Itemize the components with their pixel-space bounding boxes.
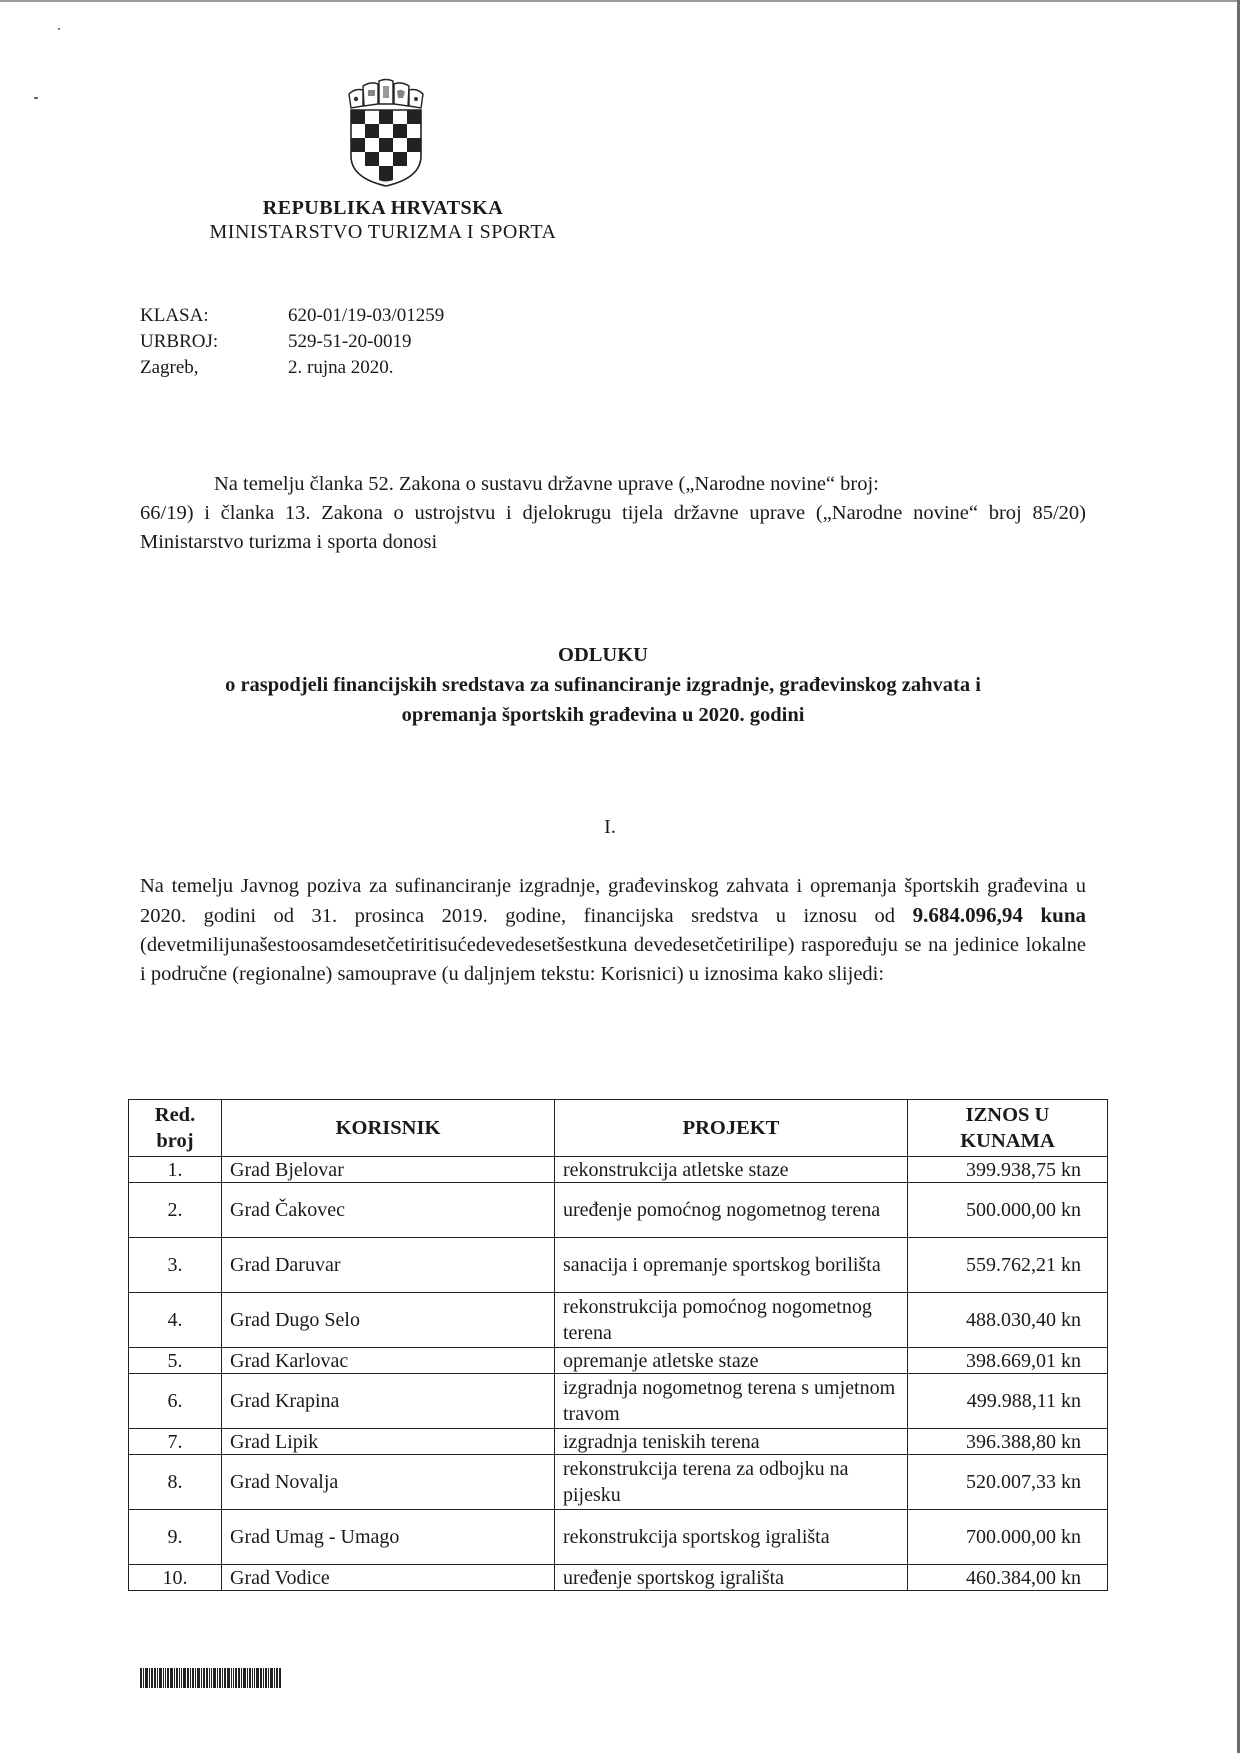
decision-subtitle-1: o raspodjeli financijskih sredstava za sufinanciranje izgradnje, građevinskog zahvata i xyxy=(225,674,981,696)
cell-num: 2. xyxy=(129,1183,222,1238)
cell-iznos: 398.669,01 kn xyxy=(908,1348,1108,1374)
legal-basis-line-1: Na temelju članka 52. Zakona o sustavu državne uprave („Narodne novine“ broj: xyxy=(214,473,879,495)
scan-edge-top xyxy=(0,0,1240,2)
cell-iznos: 460.384,00 kn xyxy=(908,1565,1108,1591)
column-header-iznos xyxy=(908,1100,1108,1157)
cell-projekt: rekonstrukcija pomoćnog nogometnog terena xyxy=(555,1293,908,1348)
cell-iznos: 559.762,21 kn xyxy=(908,1238,1108,1293)
scan-speck xyxy=(34,97,38,99)
section-number: I. xyxy=(604,816,616,838)
cell-num: 3. xyxy=(129,1238,222,1293)
cell-korisnik: Grad Čakovec xyxy=(222,1183,555,1238)
table-row xyxy=(129,1183,1108,1238)
cell-projekt: uređenje pomoćnog nogometnog terena xyxy=(555,1183,908,1238)
table-header-row xyxy=(129,1100,1108,1157)
cell-projekt: rekonstrukcija atletske staze xyxy=(555,1157,908,1183)
table-row xyxy=(129,1565,1108,1591)
column-header-red-broj xyxy=(129,1100,222,1157)
cell-iznos: 500.000,00 kn xyxy=(908,1183,1108,1238)
cell-korisnik: Grad Vodice xyxy=(222,1565,555,1591)
reference-label: KLASA: xyxy=(140,305,209,326)
cell-iznos: 488.030,40 kn xyxy=(908,1293,1108,1348)
reference-value: 2. rujna 2020. xyxy=(288,357,394,378)
reference-value: 529-51-20-0019 xyxy=(288,331,412,352)
decision-title-block xyxy=(120,640,1086,730)
cell-korisnik: Grad Karlovac xyxy=(222,1348,555,1374)
cell-projekt: izgradnja teniskih terena xyxy=(555,1429,908,1455)
cell-num: 8. xyxy=(129,1455,222,1510)
republic-name: REPUBLIKA HRVATSKA xyxy=(262,197,504,219)
reference-block xyxy=(140,303,444,381)
cell-iznos: 499.988,11 kn xyxy=(908,1374,1108,1429)
table-row xyxy=(129,1293,1108,1348)
decision-title: ODLUKU xyxy=(558,644,648,666)
issuer-header xyxy=(0,196,766,244)
header-text: IZNOS U xyxy=(965,1104,1050,1126)
allocation-paragraph xyxy=(140,872,1086,989)
cell-projekt: sanacija i opremanje sportskog borilišta xyxy=(555,1238,908,1293)
table-row xyxy=(129,1510,1108,1565)
cell-korisnik: Grad Novalja xyxy=(222,1455,555,1510)
reference-label: Zagreb, xyxy=(140,357,199,378)
reference-value: 620-01/19-03/01259 xyxy=(288,305,445,326)
cell-num: 9. xyxy=(129,1510,222,1565)
legal-basis-paragraph xyxy=(140,470,1086,557)
allocation-table xyxy=(128,1099,1108,1591)
allocation-text-2: (devetmilijunašestoosamdesetčetiritisućedevedesetšestkuna devedesetčetirilipe) raspoređuju se na jedinice lokalne i područne (regionalne) samouprave (u daljnjem tekstu: Korisnici) u iznosima kako slijedi: xyxy=(140,934,1086,985)
cell-korisnik: Grad Dugo Selo xyxy=(222,1293,555,1348)
reference-row-urbroj xyxy=(140,329,444,355)
barcode-icon xyxy=(140,1668,336,1688)
cell-projekt: rekonstrukcija terena za odbojku na pijesku xyxy=(555,1455,908,1510)
cell-korisnik: Grad Daruvar xyxy=(222,1238,555,1293)
cell-iznos: 700.000,00 kn xyxy=(908,1510,1108,1565)
cell-iznos: 396.388,80 kn xyxy=(908,1429,1108,1455)
legal-basis-rest: 66/19) i članka 13. Zakona o ustrojstvu i djelokrugu tijela državne uprave („Narodne novine“ broj 85/20) Ministarstvo turizma i sporta donosi xyxy=(140,502,1086,553)
cell-num: 4. xyxy=(129,1293,222,1348)
column-header-korisnik: KORISNIK xyxy=(222,1100,555,1157)
cell-projekt: uređenje sportskog igrališta xyxy=(555,1565,908,1591)
cell-korisnik: Grad Krapina xyxy=(222,1374,555,1429)
table-row xyxy=(129,1238,1108,1293)
cell-korisnik: Grad Lipik xyxy=(222,1429,555,1455)
header-text: broj xyxy=(156,1130,194,1152)
ministry-name: MINISTARSTVO TURIZMA I SPORTA xyxy=(209,221,557,243)
cell-projekt: izgradnja nogometnog terena s umjetnom travom xyxy=(555,1374,908,1429)
header-text: Red. xyxy=(154,1104,196,1126)
cell-korisnik: Grad Bjelovar xyxy=(222,1157,555,1183)
cell-num: 1. xyxy=(129,1157,222,1183)
table-row xyxy=(129,1374,1108,1429)
header-text: KUNAMA xyxy=(960,1130,1055,1152)
reference-row-klasa xyxy=(140,303,444,329)
reference-label: URBROJ: xyxy=(140,331,219,352)
decision-subtitle-2: opremanja športskih građevina u 2020. godini xyxy=(401,704,805,726)
cell-iznos: 399.938,75 kn xyxy=(908,1157,1108,1183)
cell-korisnik: Grad Umag - Umago xyxy=(222,1510,555,1565)
cell-num: 5. xyxy=(129,1348,222,1374)
croatian-coat-of-arms-icon xyxy=(345,78,427,188)
column-header-projekt: PROJEKT xyxy=(555,1100,908,1157)
table-row xyxy=(129,1429,1108,1455)
table-row xyxy=(129,1157,1108,1183)
allocation-text-1: Na temelju Javnog poziva za sufinanciranje izgradnje, građevinskog zahvata i opremanja športskih građevina u 2020. godini od 31. prosinca 2019. godine, financijska sredstva u iznosu od xyxy=(140,875,1086,927)
cell-iznos: 520.007,33 kn xyxy=(908,1455,1108,1510)
cell-num: 7. xyxy=(129,1429,222,1455)
cell-projekt: rekonstrukcija sportskog igrališta xyxy=(555,1510,908,1565)
cell-num: 10. xyxy=(129,1565,222,1591)
cell-num: 6. xyxy=(129,1374,222,1429)
scan-speck xyxy=(58,28,60,30)
cell-projekt: opremanje atletske staze xyxy=(555,1348,908,1374)
reference-row-date xyxy=(140,355,444,381)
table-row xyxy=(129,1455,1108,1510)
table-row xyxy=(129,1348,1108,1374)
allocation-amount: 9.684.096,94 kuna xyxy=(912,903,1086,927)
